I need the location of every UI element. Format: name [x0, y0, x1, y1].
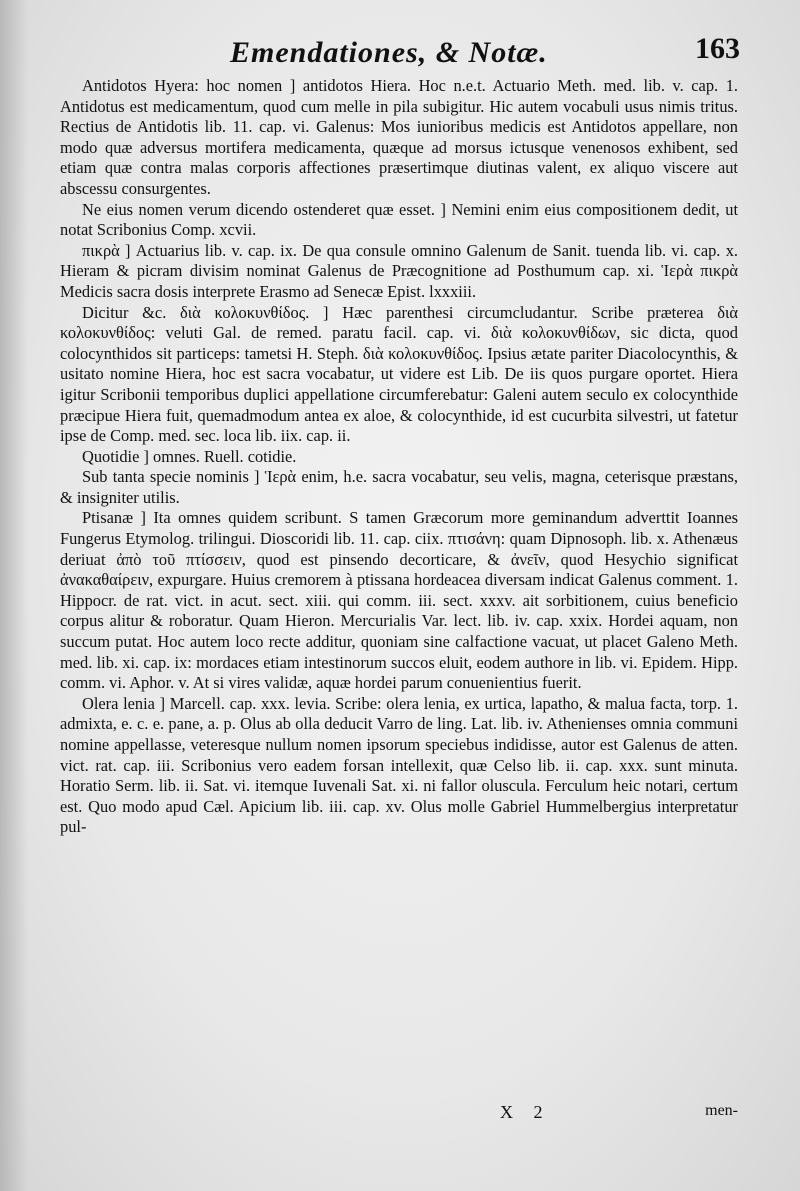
paragraph-antidotos: Antidotos Hyera: hoc nomen ] antidotos Hiera. Hoc n.e.t. Actuario Meth. med. lib. v. cap. 1. Antidotus est medicamentum, quod cum melle in pila subigitur. Hic autem vocabuli usus nimis tritus. Rectius de Antidotis lib. 11. cap. vi. Galenus: Mos iunioribus medicis est Antidotos appellare, non modo quæ adversus mortifera medicamenta, quæque ad morsus ictusque venenosos exhibent, sed etiam quæ contra malas corporis affectiones præsertimque diutinas valent, ex aliquo viscere aut abscessu consurgentes.	[60, 76, 738, 198]
paragraph-quotidie: Quotidie ] omnes. Ruell. cotidie.	[82, 446, 297, 466]
running-title: Emendationes, & Notæ.	[230, 36, 548, 69]
page-footer	[60, 1102, 738, 1132]
paragraph-ptisanae: Ptisanæ ] Ita omnes quidem scribunt. S tamen Græcorum more geminandum adverttit Ioannes Fungerus Etymolog. trilingui. Dioscoridi lib. 11. cap. ciix. πτισάνη: quam Dipnosoph. lib. x. Athenæus deriuat ἀπὸ τοῦ πτίσσειν, quod est pinsendo decorticare, & ἀνεῖν, quod Hesychio significat ἀνακαθαίρειν, expurgare. Huius cremorem à ptissana hordeacea diversam indicat Galenus comment. 1. Hippocr. de rat. vict. in acut. sect. xiii. qui comm. iii. sect. xxxv. ait sorbitionem, cuius beneficio corpus alitur & roboratur. Quam Hieron. Mercurialis Var. lect. lib. iv. cap. xxix. Hordei aquam, non succum putat. Hoc autem loco recte additur, quoniam sine calfactione vacuat, ut placet Galeno Meth. med. lib. xi. cap. ix: mordaces etiam intestinorum succos eluit, eodem authore in lib. vi. Epidem. Hipp. comm. vi. Aphor. v. At si vires validæ, aquæ hordei parum conuenientius fuerit.	[60, 508, 738, 693]
catchword: men-	[705, 1102, 738, 1119]
body-text	[60, 76, 738, 838]
paragraph-ne-eius: Ne eius nomen verum dicendo ostenderet quæ esset. ] Nemini enim eius compositionem dedit, ut notat Scribonius Comp. xcvii.	[60, 199, 738, 240]
page-number: 163	[695, 32, 740, 65]
gutter-shadow	[0, 0, 28, 1191]
signature-mark: X 2	[500, 1102, 551, 1122]
page-header	[60, 30, 740, 70]
paragraph-dicitur: Dicitur &c. διὰ κολοκυνθίδος. ] Hæc parenthesi circumcludantur. Scribe præterea διὰ κολοκυνθίδος: veluti Gal. de remed. paratu facil. cap. vi. διὰ κολοκυνθίδων, sic dicta, quod colocynthidos sit particeps: tametsi H. Steph. διὰ κολοκυνθίδος. Ipsius ætate pariter Diacolocynthis, & usitato nomine Hiera, hoc est sacra vocabatur, ut videre est Lib. De iis quos purgare oportet. Hiera igitur Scribonii temporibus duplici appellatione circumferebatur: Galeni autem seculo ex colocynthide præcipue Hiera fuit, quemadmodum antea ex aloe, & colocynthide, id est cucurbita silvestri, ut fatetur ipse de Comp. med. sec. loca lib. iix. cap. ii.	[60, 302, 738, 446]
paragraph-sub-tanta: Sub tanta specie nominis ] Ἱερὰ enim, h.e. sacra vocabatur, seu velis, magna, ceterisque præstans, & insigniter utilis.	[60, 467, 738, 507]
paragraph-picra: πικρὰ ] Actuarius lib. v. cap. ix. De qua consule omnino Galenum de Sanit. tuenda lib. vi. cap. x. Hieram & picram divisim nominat Galenus de Præcognitione ad Posthumum cap. xi. Ἱερὰ πικρὰ Medicis sacra dosis interprete Erasmo ad Senecæ Epist. lxxxiii.	[60, 240, 738, 301]
paragraph-olera-lenia: Olera lenia ] Marcell. cap. xxx. levia. Scribe: olera lenia, ex urtica, lapatho, & malua facta, torp. 1. admixta, e. c. e. pane, a. p. Olus ab olla deducit Varro de ling. Lat. lib. iv. Athenienses omnia communi nomine appellasse, veteresque nullum nomen ipsorum speciebus indidisse, autor est Galenus de atten. vict. rat. cap. iii. Scribonius vero eadem forsan intellexit, quæ Celso lib. ii. cap. xxx. sunt minuta. Horatio Serm. lib. ii. Sat. vi. itemque Iuvenali Sat. xi. ni fallor olusculа. Ferculum heic notari, certum est. Quo modo apud Cæl. Apicium lib. iii. cap. xv. Olus molle Gabriel Hummelbergius interpretatur pul-	[60, 693, 738, 837]
